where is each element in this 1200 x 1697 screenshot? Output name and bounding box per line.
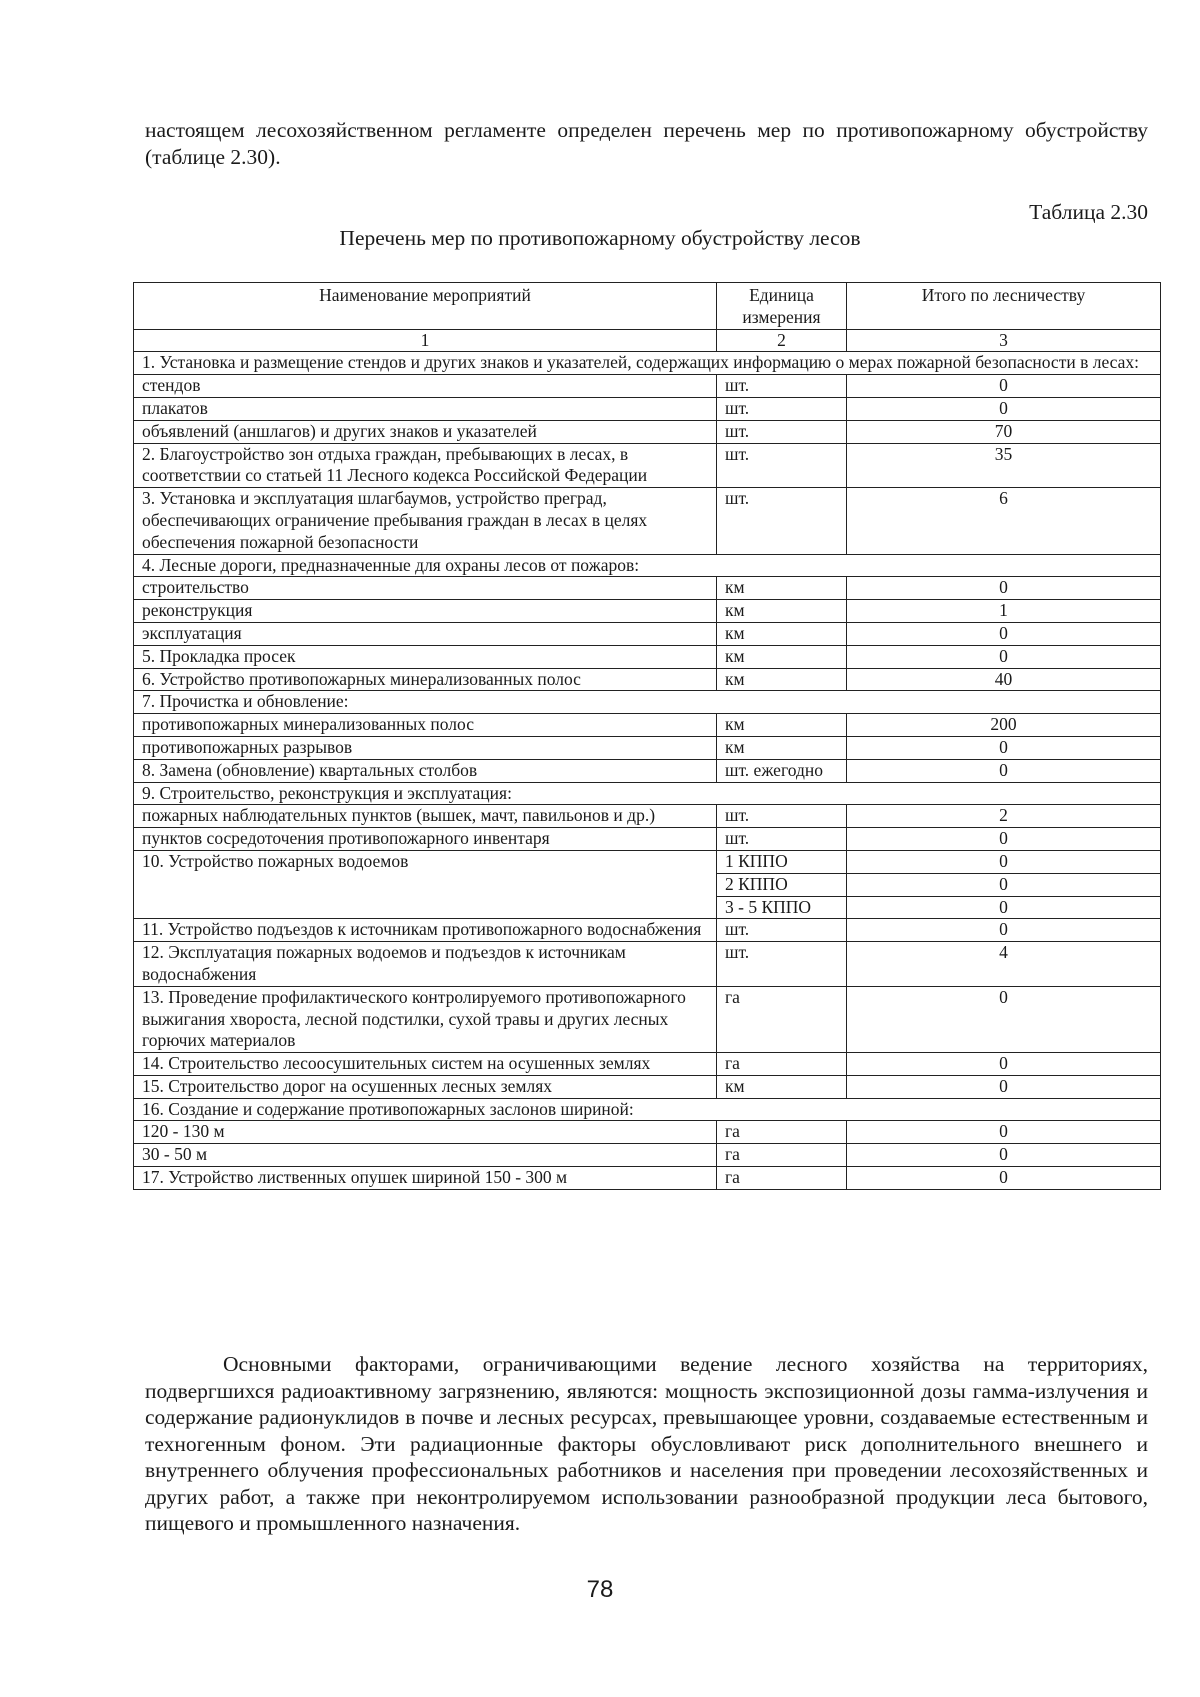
measure-total: 0: [847, 873, 1161, 896]
measure-unit: шт.: [717, 443, 847, 488]
measure-name: 30 - 50 м: [134, 1144, 717, 1167]
measure-name: 11. Устройство подъездов к источникам противопожарного водоснабжения: [134, 919, 717, 942]
measure-total: 200: [847, 714, 1161, 737]
measure-name: объявлений (аншлагов) и других знаков и указателей: [134, 420, 717, 443]
measure-total: 0: [847, 736, 1161, 759]
table-row: [134, 668, 1161, 691]
table-number: Таблица 2.30: [1029, 200, 1148, 224]
measure-unit: га: [717, 1144, 847, 1167]
table-section-row: [134, 554, 1161, 577]
table-row: [134, 1167, 1161, 1190]
table-row: [134, 759, 1161, 782]
table-section-row: [134, 691, 1161, 714]
measure-name: 3. Установка и эксплуатация шлагбаумов, устройство преград, обеспечивающих ограничение пребывания граждан в лесах в целях обеспечения пожарной безопасности: [134, 488, 717, 554]
table-row: [134, 622, 1161, 645]
measure-name: 12. Эксплуатация пожарных водоемов и подъездов к источникам водоснабжения: [134, 942, 717, 987]
table-row: [134, 919, 1161, 942]
measure-name: 6. Устройство противопожарных минерализованных полос: [134, 668, 717, 691]
measure-unit: шт.: [717, 420, 847, 443]
measure-unit: га: [717, 986, 847, 1052]
measure-total: 0: [847, 375, 1161, 398]
measure-total: 0: [847, 828, 1161, 851]
measure-unit: 3 - 5 КППО: [717, 896, 847, 919]
table-section-row: [134, 782, 1161, 805]
measure-unit: шт.: [717, 828, 847, 851]
measure-unit: га: [717, 1121, 847, 1144]
measure-name: 2. Благоустройство зон отдыха граждан, пребывающих в лесах, в соответствии со статьей 11 Лесного кодекса Российской Федерации: [134, 443, 717, 488]
closing-paragraph: Основными факторами, ограничивающими ведение лесного хозяйства на территориях, подвергшихся радиоактивному загрязнению, являются: мощность экспозиционной дозы гамма-излучения и содержание радионуклидов в почве и лесных ресурсах, превышающее уровни, создаваемые естественным и техногенным фоном. Эти радиационные факторы обусловливают риск дополнительного внешнего и внутреннего облучения профессиональных работников и населения при проведении лесохозяйственных и других работ, а также при неконтролируемом использовании разнообразной продукции леса бытового, пищевого и промышленного назначения.: [145, 1352, 1148, 1535]
table-row: [134, 1121, 1161, 1144]
measure-unit: га: [717, 1053, 847, 1076]
table-row: [134, 488, 1161, 554]
measure-total: 0: [847, 1167, 1161, 1190]
measure-unit: га: [717, 1167, 847, 1190]
measure-name: строительство: [134, 577, 717, 600]
column-number-row: [134, 329, 1161, 352]
header-unit: Единица измерения: [717, 283, 847, 330]
column-number: 2: [717, 329, 847, 352]
table-row: [134, 828, 1161, 851]
page-number: 78: [586, 1576, 614, 1603]
table-row: [134, 986, 1161, 1052]
measure-name: 13. Проведение профилактического контролируемого противопожарного выжигания хвороста, лесной подстилки, сухой травы и других лесных горючих материалов: [134, 986, 717, 1052]
measure-total: 0: [847, 397, 1161, 420]
measure-name: эксплуатация: [134, 622, 717, 645]
table-row: [134, 1075, 1161, 1098]
section-title: 4. Лесные дороги, предназначенные для охраны лесов от пожаров:: [134, 554, 1161, 577]
measure-name: 8. Замена (обновление) квартальных столбов: [134, 759, 717, 782]
section-title: 7. Прочистка и обновление:: [134, 691, 1161, 714]
measure-total: 70: [847, 420, 1161, 443]
column-number: 1: [134, 329, 717, 352]
measure-name: противопожарных разрывов: [134, 736, 717, 759]
measure-unit: шт.: [717, 375, 847, 398]
measure-unit: км: [717, 622, 847, 645]
measure-name: пунктов сосредоточения противопожарного инвентаря: [134, 828, 717, 851]
table-header-row: [134, 283, 1161, 330]
measure-unit: 2 КППО: [717, 873, 847, 896]
table-row: [134, 805, 1161, 828]
measure-total: 0: [847, 622, 1161, 645]
table-row: [134, 1144, 1161, 1167]
measure-unit: км: [717, 1075, 847, 1098]
table-section-row: [134, 352, 1161, 375]
measure-total: 4: [847, 942, 1161, 987]
header-total: Итого по лесничеству: [847, 283, 1161, 330]
header-name: Наименование мероприятий: [134, 283, 717, 330]
measure-total: 0: [847, 919, 1161, 942]
measure-name: стендов: [134, 375, 717, 398]
measure-total: 40: [847, 668, 1161, 691]
table-title: Перечень мер по противопожарному обустройству лесов: [339, 226, 861, 250]
measure-name: реконструкция: [134, 600, 717, 623]
section-title: 9. Строительство, реконструкция и эксплуатация:: [134, 782, 1161, 805]
table-row: [134, 443, 1161, 488]
column-number: 3: [847, 329, 1161, 352]
measure-total: 35: [847, 443, 1161, 488]
measure-unit: км: [717, 645, 847, 668]
measure-unit: км: [717, 600, 847, 623]
table-row: [134, 600, 1161, 623]
table-row: [134, 850, 1161, 873]
measure-name: противопожарных минерализованных полос: [134, 714, 717, 737]
table-row: [134, 736, 1161, 759]
measure-unit: шт.: [717, 942, 847, 987]
table-row: [134, 577, 1161, 600]
measure-unit: км: [717, 668, 847, 691]
measure-total: 0: [847, 896, 1161, 919]
measure-name: 120 - 130 м: [134, 1121, 717, 1144]
measure-unit: шт. ежегодно: [717, 759, 847, 782]
measure-total: 0: [847, 1144, 1161, 1167]
table-row: [134, 942, 1161, 987]
measure-total: 1: [847, 600, 1161, 623]
table-row: [134, 714, 1161, 737]
measure-total: 0: [847, 1053, 1161, 1076]
table-section-row: [134, 1098, 1161, 1121]
table-body: [134, 352, 1161, 1189]
measure-unit: шт.: [717, 919, 847, 942]
measure-total: 0: [847, 850, 1161, 873]
measure-total: 0: [847, 1075, 1161, 1098]
table-row: [134, 397, 1161, 420]
measure-name: 5. Прокладка просек: [134, 645, 717, 668]
intro-paragraph: настоящем лесохозяйственном регламенте определен перечень мер по противопожарному обустройству (таблице 2.30).: [145, 118, 1148, 169]
measure-total: 0: [847, 759, 1161, 782]
measure-unit: км: [717, 577, 847, 600]
measure-name: пожарных наблюдательных пунктов (вышек, мачт, павильонов и др.): [134, 805, 717, 828]
measure-unit: км: [717, 736, 847, 759]
measure-unit: км: [717, 714, 847, 737]
measure-name: 17. Устройство лиственных опушек шириной 150 - 300 м: [134, 1167, 717, 1190]
measure-name: 10. Устройство пожарных водоемов: [134, 850, 717, 918]
measure-total: 2: [847, 805, 1161, 828]
table-row: [134, 420, 1161, 443]
measure-unit: шт.: [717, 488, 847, 554]
measure-unit: шт.: [717, 397, 847, 420]
measure-name: 15. Строительство дорог на осушенных лесных землях: [134, 1075, 717, 1098]
measure-total: 0: [847, 645, 1161, 668]
measure-name: плакатов: [134, 397, 717, 420]
section-title: 1. Установка и размещение стендов и других знаков и указателей, содержащих информацию о мерах пожарной безопасности в лесах:: [134, 352, 1161, 375]
table-row: [134, 645, 1161, 668]
table-row: [134, 375, 1161, 398]
fire-measures-table: [133, 282, 1161, 1190]
measure-total: 0: [847, 1121, 1161, 1144]
section-title: 16. Создание и содержание противопожарных заслонов шириной:: [134, 1098, 1161, 1121]
measure-unit: 1 КППО: [717, 850, 847, 873]
measure-name: 14. Строительство лесоосушительных систем на осушенных землях: [134, 1053, 717, 1076]
measure-total: 0: [847, 986, 1161, 1052]
table-row: [134, 1053, 1161, 1076]
measure-unit: шт.: [717, 805, 847, 828]
measure-total: 0: [847, 577, 1161, 600]
measure-total: 6: [847, 488, 1161, 554]
